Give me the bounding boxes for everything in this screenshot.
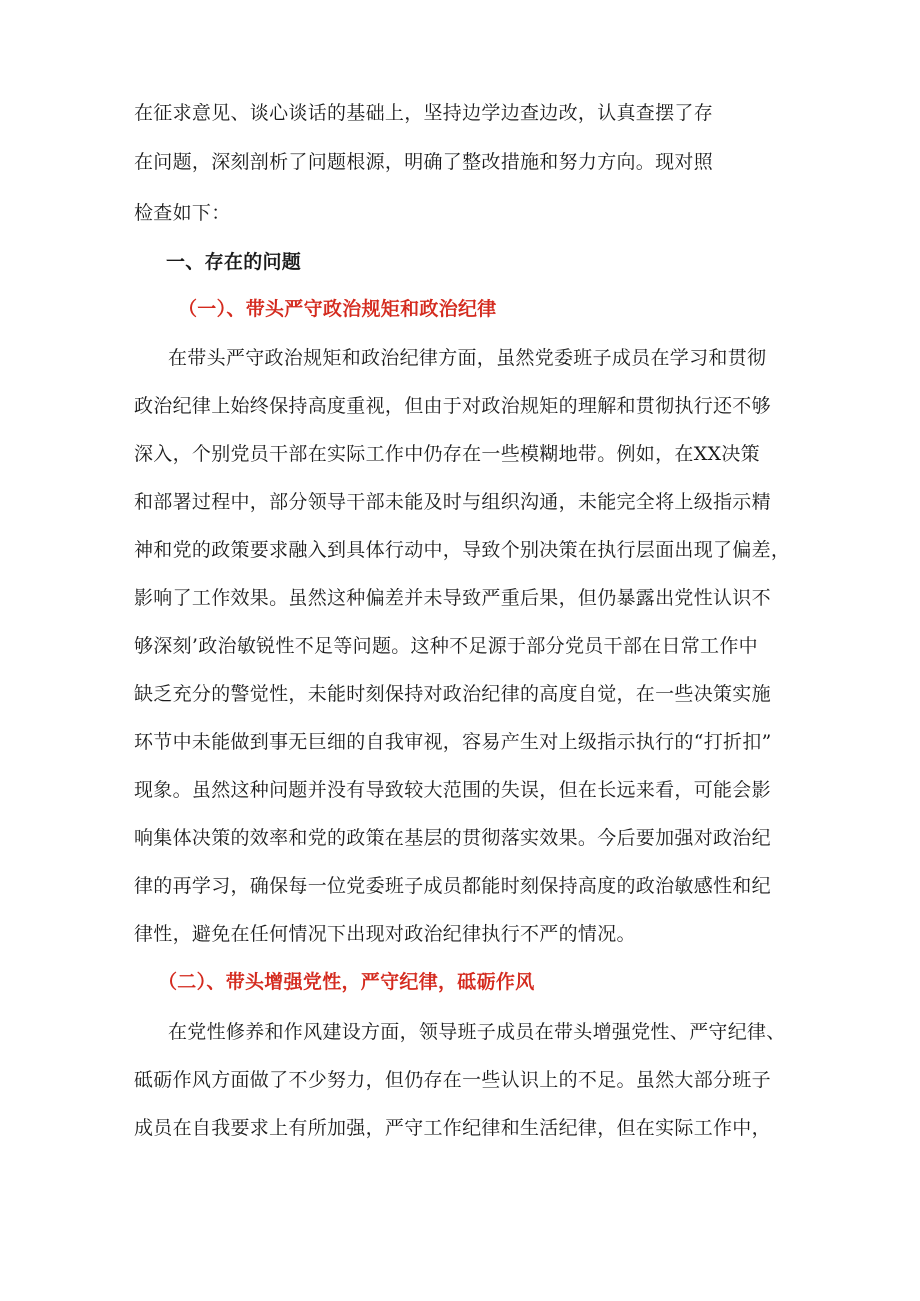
intro-line-3: 检查如下：	[134, 202, 231, 224]
paragraph-1-line: 环节中未能做到事无巨细的自我审视，容易产生对上级指示执行的“打折扣”	[134, 731, 772, 753]
paragraph-1-line: 够深刻’政治敏锐性不足等问题。这种不足源于部分党员干部在日常工作中	[134, 635, 758, 657]
paragraph-1-line: 律性，避免在任何情况下出现对政治纪律执行不严的情况。	[134, 923, 636, 945]
paragraph-1-line: 缺乏充分的警觉性，未能时刻保持对政治纪律的高度自觉，在一些决策实施	[134, 683, 771, 705]
paragraph-1-line: 响集体决策的效率和党的政策在基层的贯彻落实效果。今后要加强对政治纪	[134, 827, 771, 849]
paragraph-1-line: 律的再学习，确保每一位党委班子成员都能时刻保持高度的政治敏感性和纪	[134, 875, 771, 897]
paragraph-1-line: 政治纪律上始终保持高度重视，但由于对政治规矩的理解和贯彻执行还不够	[134, 395, 771, 417]
paragraph-2-line: 成员在自我要求上有所加强，严守工作纪律和生活纪律，但在实际工作中，	[134, 1117, 771, 1139]
intro-line-1: 在征求意见、谈心谈话的基础上，坚持边学边查边改，认真查摆了存	[134, 102, 714, 124]
intro-line-2: 在问题，深刻剖析了问题根源，明确了整改措施和努力方向。现对照	[134, 151, 714, 173]
subsection-heading-2: （二）、带头增强党性，严守纪律，砥砺作风	[158, 971, 535, 993]
paragraph-1-line: 深入，个别党员干部在实际工作中仍存在一些模糊地带。例如，在XX决策	[134, 443, 760, 465]
paragraph-1-line: 和部署过程中，部分领导干部未能及时与组织沟通，未能完全将上级指示精	[134, 491, 771, 513]
paragraph-1-line: 影响了工作效果。虽然这种偏差并未导致严重后果，但仍暴露出党性认识不	[134, 587, 771, 609]
section-heading-problems: 一、存在的问题	[166, 251, 302, 273]
paragraph-2-line: 砥砺作风方面做了不少努力，但仍存在一些认识上的不足。虽然大部分班子	[134, 1069, 771, 1091]
paragraph-1-line: 神和党的政策要求融入到具体行动中，导致个别决策在执行层面出现了偏差，	[134, 539, 791, 561]
paragraph-1-line: 现象。虽然这种问题并没有导致较大范围的失误，但在长远来看，可能会影	[134, 779, 771, 801]
paragraph-1-line: 在带头严守政治规矩和政治纪律方面，虽然党委班子成员在学习和贯彻	[168, 347, 767, 369]
subsection-heading-1: （一）、带头严守政治规矩和政治纪律	[178, 298, 497, 320]
paragraph-2-line: 在党性修养和作风建设方面，领导班子成员在带头增强党性、严守纪律、	[168, 1021, 786, 1043]
